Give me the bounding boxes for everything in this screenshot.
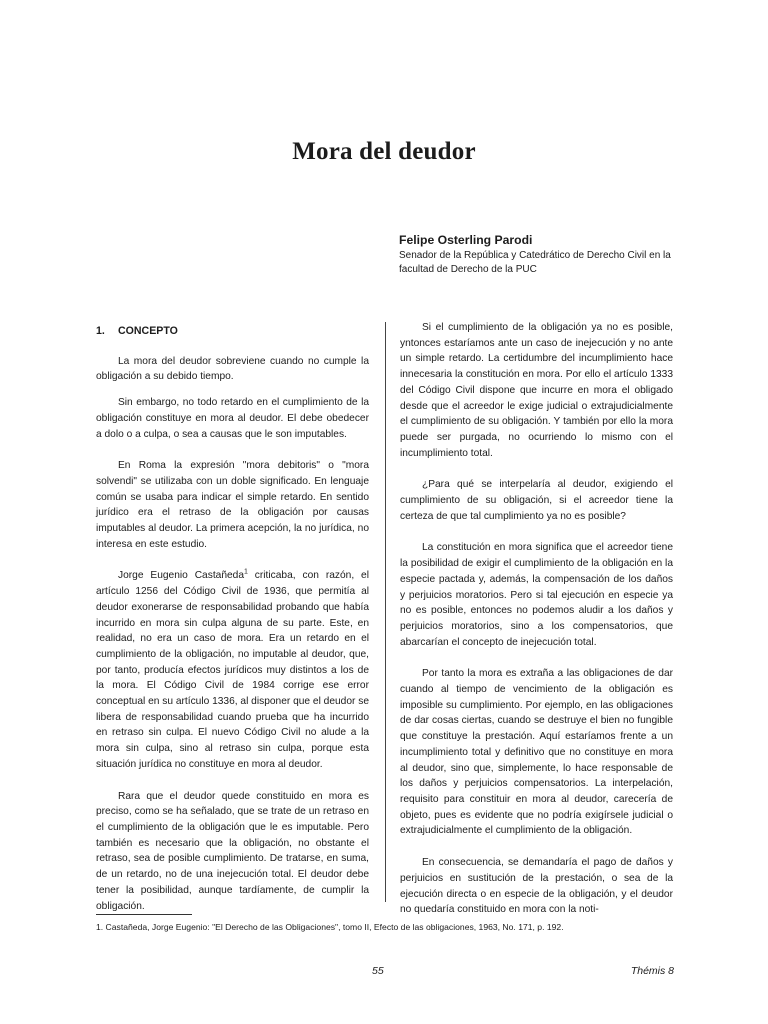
paragraph: ¿Para qué se interpelaría al deudor, exigiendo el cumplimiento de su obligación, si el acreedor tiene la certeza de que tal cumplimiento ya no es posible?: [400, 479, 673, 522]
paragraph-text: Jorge Eugenio Castañeda: [118, 570, 244, 582]
article-title: Mora del deudor: [292, 138, 476, 165]
section-heading: [96, 324, 369, 340]
paragraph: Sin embargo, no todo retardo en el cumplimiento de la obligación constituye en mora al deudor. El debe obedecer a dolo o a culpa, o sea a causas que le son imputables.: [96, 397, 369, 440]
column-divider: [385, 322, 386, 902]
footnote-marker: 1: [243, 569, 248, 577]
paragraph: Por tanto la mora es extraña a las obligaciones de dar cuando al tiempo de vencimiento de la obligación es imposible su cumplimiento. Por ejemplo, en las obligaciones de dar cosas ciertas, cuando se destruye el bien no fungible que constituye la prestación. Aquí estaríamos frente a un incumplimiento total y definitivo que no constituye en mora al deudor, sino que, simplemente, lo hace responsable de los daños y perjuicios compensatorios. La interpelación, requisito para constituir en mora al deudor, carecería de objeto, pues es evidente que no podría exigírsele judicial o extrajudicialmente el cumplimiento de la obligación.: [400, 668, 673, 837]
right-column: [400, 320, 673, 934]
author-block: [399, 233, 675, 277]
paragraph: La mora del deudor sobreviene cuando no cumple la obligación a su debido tiempo.: [96, 355, 369, 383]
paragraph: En Roma la expresión "mora debitoris" o "mora solvendi" se utilizaba con un doble significado. En lenguaje común se usaba para indicar el simple retardo. En sentido jurídico era el retraso de la obligación por causas imputables al deudor. La primera acepción, la no jurídica, no interesa en este estudio.: [96, 460, 369, 550]
page-number: 55: [372, 965, 384, 977]
paragraph: [96, 568, 369, 772]
footnote-rule: [96, 914, 192, 915]
paragraph: Rara que el deudor quede constituido en mora es preciso, como se ha señalado, que se trate de un retraso en el cumplimiento de la obligación que le es imputable. Pero también es necesario que la obligación, no obstante el retraso, sea de posible cumplimiento. De tratarse, en suma, de un retardo, no de una inejecución total. El deudor debe tener la posibilidad, aunque tardíamente, de cumplir la obligación.: [96, 790, 369, 912]
author-name: Felipe Osterling Parodi: [399, 233, 533, 247]
paragraph-text: criticaba, con razón, el artículo 1256 del Código Civil de 1936, que permitía al deudor exonerarse de responsabilidad probando que había incurrido en mora sin culpa alguna de su parte. Este, en realidad, no era un caso de mora. Era un retardo en el cumplimiento de la obligación, no imputable al deudor, que, por tanto, producía efectos jurídicos muy distintos a los de la mora. El Código Civil de 1984 corrige ese error conceptual en su artículo 1336, al disponer que el deudor se libera de responsabilidad cuando prueba que ha incurrido en retraso sin culpa. El nuevo Código Civil no alude a la mora sin culpa, sino al retraso sin culpa, porque esta situación jurídica no constituye en mora al deudor.: [96, 570, 369, 770]
paragraph: En consecuencia, se demandaría el pago de daños y perjuicios en sustitución de la prestación, o sea de la ejecución directa o en especie de la obligación, y el deudor no quedaría constituido en mora con la noti-: [400, 857, 673, 916]
section-title: CONCEPTO: [118, 325, 178, 337]
paragraph: Si el cumplimiento de la obligación ya no es posible, yntonces estaríamos ante un caso de inejecución y no ante un simple retardo. La certidumbre del incumplimiento hace innecesaria la constitución en mora. Por ello el artículo 1333 del Código Civil dispone que incurre en mora el obligado desde que el acreedor le exige judicial o extrajudicialmente el cumplimiento de su obligación. Y también por ello la mora puede ser purgada, no ocurriendo lo mismo con el incumplimiento total.: [400, 322, 673, 459]
section-number: 1.: [96, 325, 105, 337]
author-affiliation: Senador de la República y Catedrático de Derecho Civil en la facultad de Derecho de la PUC: [399, 250, 671, 275]
paragraph: La constitución en mora significa que el acreedor tiene la posibilidad de exigir el cumplimiento de la obligación en la especie pactada y, además, la compensación de los daños y perjuicios moratorios. Pero si tal ejecución en especie ya no es posible, entonces no podemos aludir a los daños y perjuicios moratorios, sino a los compensatorios, que abarcarían el concepto de inejecución total.: [400, 542, 673, 648]
footnote: 1. Castañeda, Jorge Eugenio: "El Derecho de las Obligaciones", tomo II, Efecto de las obligaciones, 1963, No. 171, p. 192.: [96, 922, 564, 932]
left-column: [96, 320, 369, 930]
journal-name: Thémis 8: [630, 965, 674, 977]
